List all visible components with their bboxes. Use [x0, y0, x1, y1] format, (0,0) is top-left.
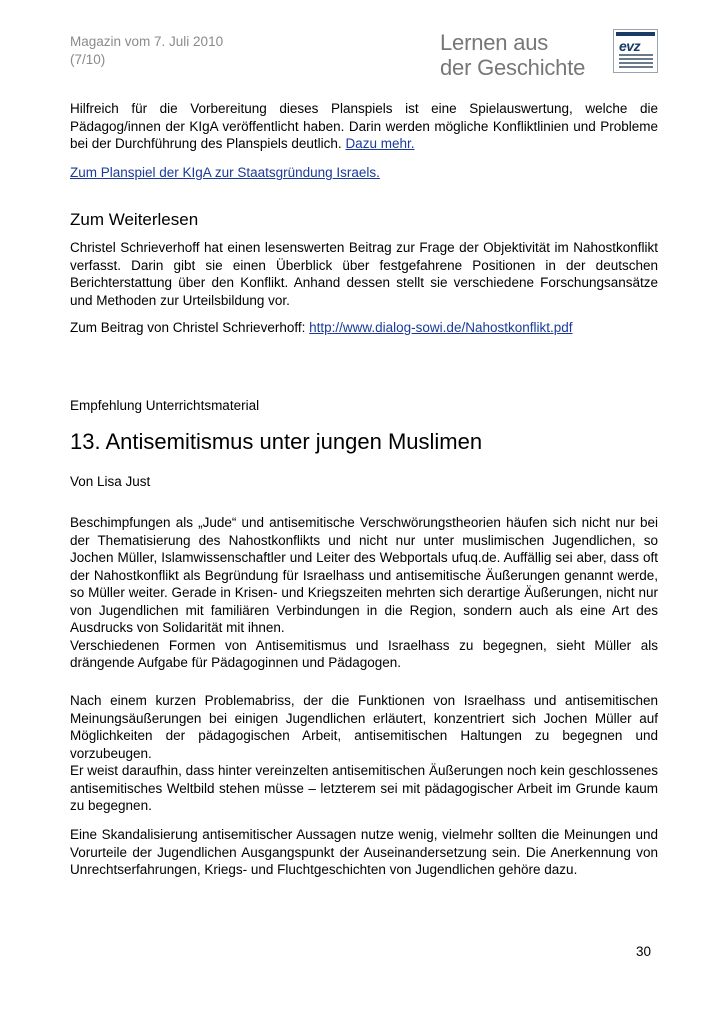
paragraph-2-text: Nach einem kurzen Problemabriss, der die Funktionen von Israelhass und antisemitischen Meinungsäußerungen bei einigen Jugendlichen erläutert, konzentriert sich Jochen Müller auf Möglichkeiten der pädagogischen Arbeit, antisemitischen Haltungen zu begegnen und vorzubeugen. — [70, 693, 658, 761]
brand-wordmark — [440, 30, 585, 80]
empfehlung-label: Empfehlung Unterrichtsmaterial — [70, 398, 260, 413]
evz-logo-text: evz — [619, 38, 641, 54]
paragraph-1-text: Beschimpfungen als „Jude“ und antisemitische Verschwörungstheorien häufen sich nicht nur bei der Thematisierung des Nahostkonflikts und nicht nur unter muslimischen Jugendlichen, so Jochen Müller, Islamwissenschaftler und Leiter des Webportals ufuq.de. Auffällig sei aber, dass oft der Nahostkonflikt als Begründung für Israelhass und antisemitische Äußerungen genannt werde, so Müller weiter. Gerade in Krisen- und Kriegszeiten mehrten sich derartige Äußerungen, nicht nur von Jugendlichen mit familiären Verbindungen in die Region, sondern auch als eine Art des Ausdrucks von Solidarität mit ihnen. — [70, 515, 658, 635]
intro-text: Hilfreich für die Vorbereitung dieses Planspiels ist eine Spielauswertung, welche die Pädagog/innen der KIgA veröffentlicht haben. Darin werden mögliche Konfliktlinien und Probleme bei der Durchführung des Planspiels deutlich. — [70, 101, 658, 151]
magazine-date-line: Magazin vom 7. Juli 2010 — [70, 34, 224, 49]
weiterlesen-heading: Zum Weiterlesen — [70, 210, 199, 229]
article-paragraph-3: Eine Skandalisierung antisemitischer Aussagen nutze wenig, vielmehr sollten die Meinungen und Vorurteile der Jugendlichen Ausgangspunkt der Auseinandersetzung sein. Die Anerkennung von Unrechtserfahrungen, Kriegs- und Fluchtgeschichten von Jugendlichen gehöre dazu. — [70, 827, 658, 877]
beitrag-paragraph — [70, 319, 658, 337]
planspiel-link[interactable]: Zum Planspiel der KIgA zur Staatsgründung Israels. — [70, 165, 380, 180]
article-paragraph-2 — [70, 692, 658, 815]
evz-logo — [613, 29, 658, 73]
page-number: 30 — [636, 944, 652, 959]
article-title: 13. Antisemitismus unter jungen Muslimen — [70, 429, 483, 454]
brand-line-2: der Geschichte — [440, 55, 586, 80]
brand-line-1: Lernen aus — [440, 30, 549, 55]
planspiel-paragraph — [70, 164, 658, 182]
article-paragraph-1 — [70, 514, 658, 672]
paragraph-2b-text: Er weist daraufhin, dass hinter vereinzelten antisemitischen Äußerungen noch kein geschlossenes antisemitisches Weltbild stehen müsse – letzterem sei mit pädagogischer Arbeit im Grunde kaum zu begegnen. — [70, 763, 658, 813]
dazu-mehr-link[interactable]: Dazu mehr. — [345, 136, 415, 151]
intro-paragraph — [70, 100, 658, 153]
weiterlesen-paragraph: Christel Schrieverhoff hat einen lesenswerten Beitrag zur Frage der Objektivität im Nahostkonflikt verfasst. Darin gibt sie einen Überblick über festgefahrene Positionen in der deutschen Berichterstattung über den Konflikt. Anhand dessen stellt sie verschiedene Forschungsansätze und Methoden zur Urteilsbildung vor. — [70, 240, 658, 308]
magazine-date — [70, 33, 223, 69]
magazine-issue-line: (7/10) — [70, 52, 106, 67]
paragraph-1b-text: Verschiedenen Formen von Antisemitismus und Israelhass zu begegnen, sieht Müller als drängende Aufgabe für Pädagoginnen und Pädagogen. — [70, 637, 658, 670]
article-author: Von Lisa Just — [70, 474, 151, 489]
beitrag-label: Zum Beitrag von Christel Schrieverhoff: — [70, 320, 306, 335]
beitrag-url-link[interactable]: http://www.dialog-sowi.de/Nahostkonflikt.pdf — [309, 320, 573, 335]
